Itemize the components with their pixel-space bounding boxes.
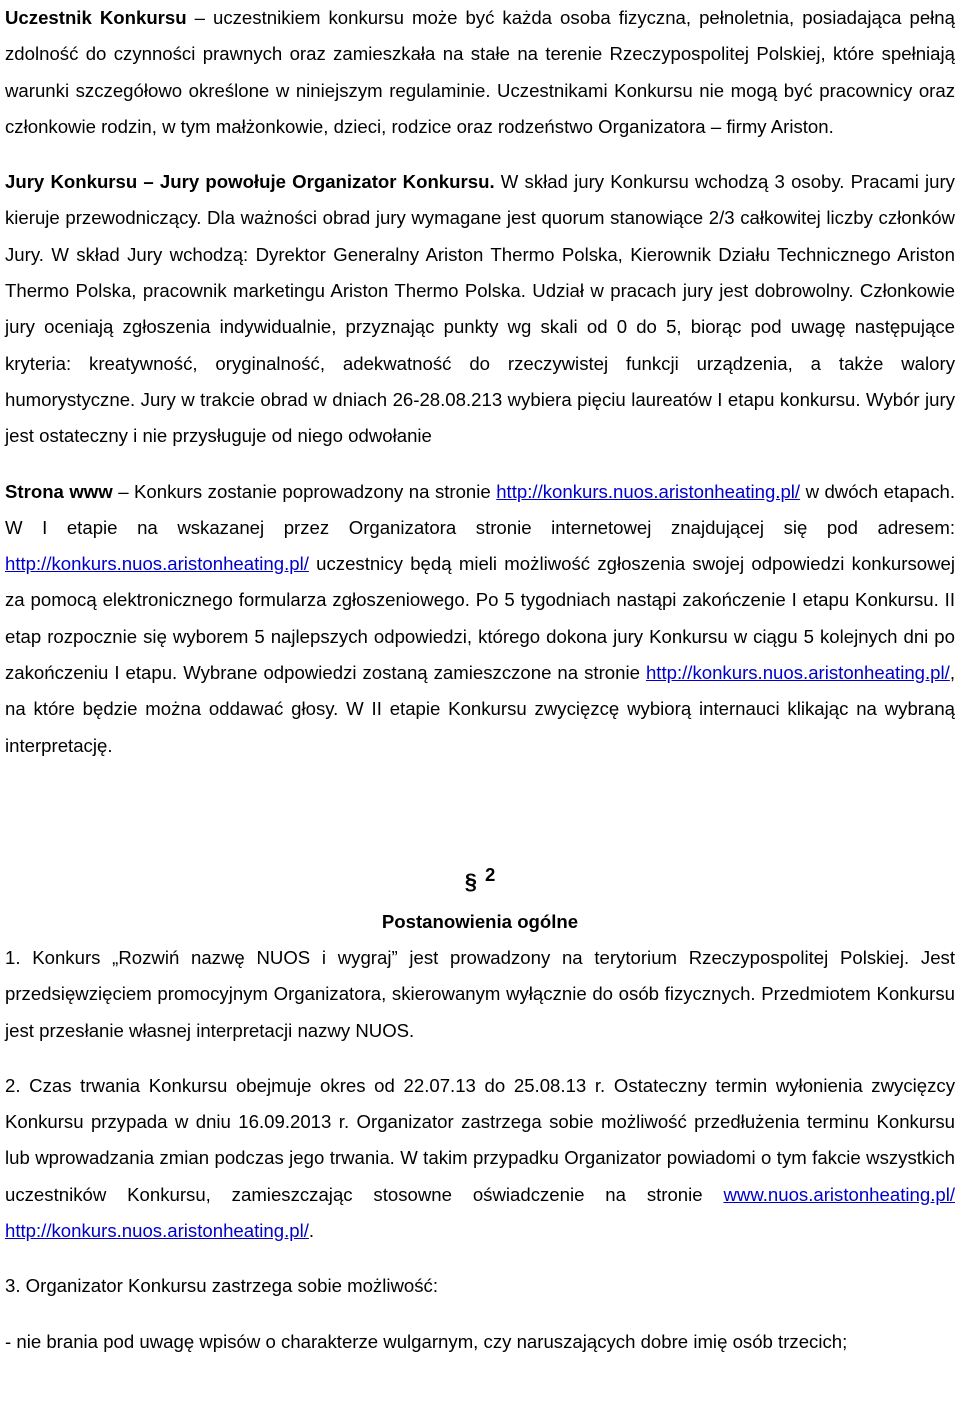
- strona-text-4: , na które będzie można oddawać głosy. W II etapie Konkursu zwycięzcę wybiorą internauci klikając na wybraną interpretację.: [5, 662, 955, 756]
- section-number: [5, 856, 955, 892]
- point-1: 1. Konkurs „Rozwiń nazwę NUOS i wygraj” jest prowadzony na terytorium Rzeczypospolitej Polskiej. Jest przedsięwzięciem promocyjnym Organizatora, skierowanym wyłącznie do osób fizycznych. Przedmiotem Konkursu jest przesłanie własnej interpretacji nazwy NUOS.: [5, 946, 955, 1041]
- point-2-text: 2. Czas trwania Konkursu obejmuje okres od 22.07.13 do 25.08.13 r. Ostateczny termin wyłonienia zwycięzcy Konkursu przypada w dniu 16.09.2013 r. Organizator zastrzega sobie możliwość przedłużenia terminu Konkursu lub wprowadzania zmian podczas jego trwania. W takim przypadku Organizator powiadomi o tym fakcie wszystkich uczestników Konkursu, zamieszczając stosowne oświadczenie na stronie: [5, 1074, 955, 1205]
- section-sign: §: [464, 868, 477, 894]
- link-konkurs-2[interactable]: http://konkurs.nuos.aristonheating.pl/: [5, 553, 309, 575]
- paragraph-jury: [5, 164, 955, 454]
- section-title: Postanowienia ogólne: [381, 910, 579, 932]
- point-2: 2. Czas trwania Konkursu obejmuje okres od 22.07.13 do 25.08.13 r. Ostateczny termin wyłonienia zwycięzcy Konkursu przypada w dniu 16.09.2013 r. Organizator zastrzega sobie możliwość przedłużenia terminu Konkursu lub wprowadzania zmian podczas jego trwania. W takim przypadku Organizator powiadomi o tym fakcie wszystkich uczestników Konkursu, zamieszczając stosowne oświadczenie na stronie www.nuos.aristonheating.pl/ http://konkurs.nuos.aristonheating.pl/.: [5, 1074, 955, 1242]
- paragraph-uczestnik: [5, 0, 955, 145]
- strona-text-2: w dwóch etapach. W I etapie na wskazanej przez Organizatora stronie internetowej znajdującej się pod adresem:: [5, 480, 955, 538]
- term-jury: Jury Konkursu – Jury powołuje Organizator Konkursu.: [5, 171, 495, 193]
- section-number-value: 2: [484, 863, 496, 885]
- term-uczestnik: Uczestnik Konkursu: [5, 7, 187, 28]
- link-konkurs-4[interactable]: http://konkurs.nuos.aristonheating.pl/: [5, 1220, 309, 1242]
- point-3-item: - nie brania pod uwagę wpisów o charakterze wulgarnym, czy naruszających dobre imię osób trzecich;: [5, 1330, 848, 1352]
- link-nuos-www[interactable]: www.nuos.aristonheating.pl/: [723, 1183, 955, 1205]
- term-strona: Strona www: [5, 480, 113, 502]
- strona-text-3: uczestnicy będą mieli możliwość zgłoszenia swojej odpowiedzi konkursowej za pomocą elektronicznego formularza zgłoszeniowego. Po 5 tygodniach nastąpi zakończenie I etapu Konkursu. II etap rozpocznie się wyborem 5 najlepszych odpowiedzi, którego dokona jury Konkursu w ciągu 5 kolejnych dni po zakończeniu I etapu. Wybrane odpowiedzi zostaną zamieszczone na stronie: [5, 553, 955, 684]
- paragraph-strona: [5, 474, 955, 764]
- uczestnik-definition: – uczestnikiem konkursu może być każda osoba fizyczna, pełnoletnia, posiadająca pełną zdolność do czynności prawnych oraz zamieszkała na stałe na terenie Rzeczypospolitej Polskiej, które spełniają warunki szczegółowo określone w niniejszym regulaminie. Uczestnikami Konkursu nie mogą być pracownicy oraz członkowie rodzin, w tym małżonkowie, dzieci, rodzice oraz rodzeństwo Organizatora – firmy Ariston.: [5, 7, 955, 137]
- link-konkurs-3[interactable]: http://konkurs.nuos.aristonheating.pl/: [645, 662, 950, 684]
- point-3: 3. Organizator Konkursu zastrzega sobie możliwość:: [5, 1275, 439, 1297]
- strona-text-1: – Konkurs zostanie poprowadzony na stronie: [112, 480, 497, 502]
- jury-definition: W skład jury Konkursu wchodzą 3 osoby. Pracami jury kieruje przewodniczący. Dla ważności obrad jury wymagane jest quorum stanowiące 2/3 całkowitej liczby członków Jury. W skład Jury wchodzą: Dyrektor Generalny Ariston Thermo Polska, Kierownik Działu Technicznego Ariston Thermo Polska, pracownik marketingu Ariston Thermo Polska. Udział w pracach jury jest dobrowolny. Członkowie jury oceniają zgłoszenia indywidualnie, przyznając punkty wg skali od 0 do 5, biorąc pod uwagę następujące kryteria: kreatywność, oryginalność, adekwatność do rzeczywistej funkcji urządzenia, a także walory humorystyczne. Jury w trakcie obrad w dniach 26-28.08.213 wybiera pięciu laureatów I etapu konkursu. Wybór jury jest ostateczny i nie przysługuje od niego odwołanie: [5, 171, 955, 447]
- link-konkurs-1[interactable]: http://konkurs.nuos.aristonheating.pl/: [496, 480, 801, 502]
